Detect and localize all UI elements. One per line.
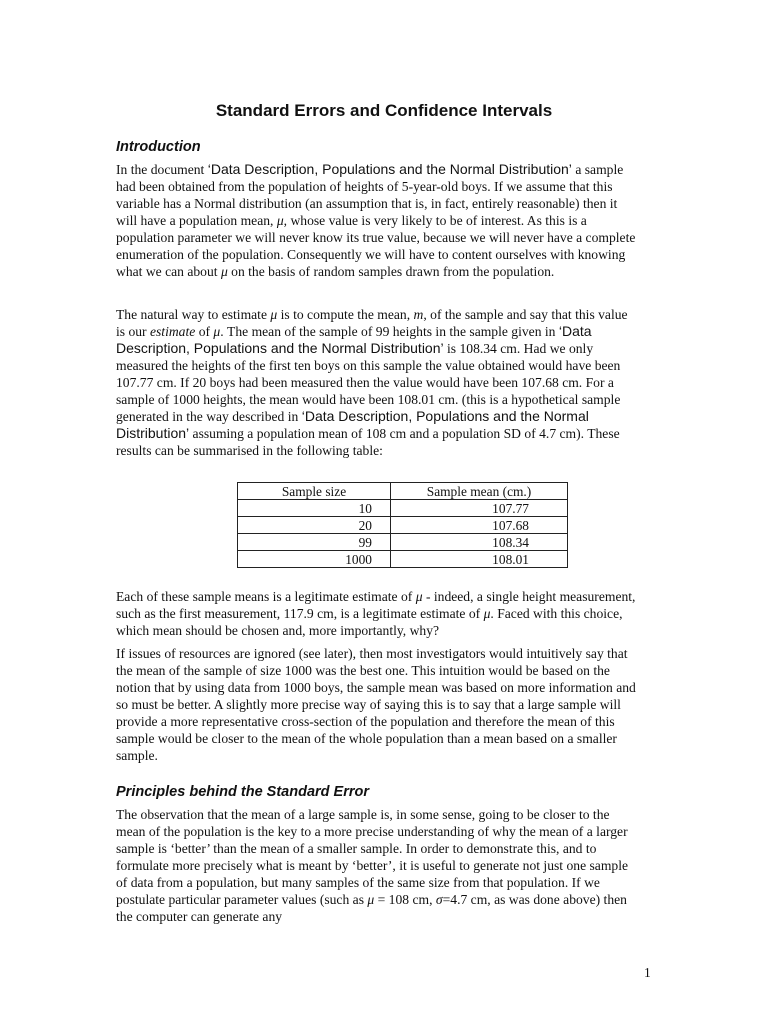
- document-reference: ‘Data Description, Populations and the Normal Distribution’: [116, 408, 589, 441]
- text-run: of: [195, 324, 214, 339]
- table-row: [238, 534, 568, 551]
- column-header-sample-size: Sample size: [238, 483, 391, 500]
- text-run: If issues of resources are ignored (see later), then most investigators would intuitively say that the mean of the sample of size 1000 was the best one. This intuition would be based on the notion that by using data from 1000 boys, the sample mean was based on more information and so must be better. A slightly more precise way of saying this is to say that a large sample will provide a more representative cross-section of the population and therefore the mean of this sample would be closer to the mean of the whole population than a mean based on a smaller sample.: [116, 646, 636, 763]
- sample-means-table: [237, 482, 568, 568]
- text-run: is 108.34 cm. Had we only measured the heights of the first ten boys on this sample the value obtained would have been 107.77 cm. If 20 boys had been measured then the value would have been 107.68 cm. For a sample of 1000 heights, the mean would have been 108.01 cm. (this is a hypothetical sample generated in the way described in: [116, 341, 621, 424]
- document-title: Standard Errors and Confidence Intervals: [215, 101, 553, 120]
- text-run: The natural way to estimate: [116, 307, 271, 322]
- cell-sample-size: 20: [238, 517, 391, 534]
- cell-sample-mean: 107.77: [391, 500, 568, 517]
- cell-sample-size: 1000: [238, 551, 391, 568]
- cell-sample-mean: 108.34: [391, 534, 568, 551]
- italic-run: μ: [483, 606, 491, 621]
- text-run: The observation that the mean of a large sample is, in some sense, going to be closer to the mean of the population is the key to a more precise understanding of why the mean of a larger sample is ‘better’ than the mean of a smaller sample. In order to demonstrate this, and to formulate more precisely what is meant by ‘better’, it is useful to generate not just one sample of data from a population, but many samples of the same size from that population. If we postulate particular parameter values (such as: [116, 807, 629, 907]
- cell-sample-size: 10: [238, 500, 391, 517]
- text-run: = 108 cm,: [374, 892, 436, 907]
- italic-run: μ: [367, 892, 375, 907]
- text-run: Each of these sample means is a legitimate estimate of: [116, 589, 416, 604]
- text-run: =4.7 cm, as was done above) then the computer can generate any: [116, 892, 627, 924]
- italic-run: μ: [270, 307, 278, 322]
- document-reference: ‘Data Description, Populations and the Normal Distribution’: [116, 323, 592, 356]
- cell-sample-mean: 107.68: [391, 517, 568, 534]
- italic-run: m: [413, 307, 424, 322]
- column-header-sample-mean: Sample mean (cm.): [391, 483, 568, 500]
- text-run: , whose value is very likely to be of interest. As this is a population parameter we will never know its true value, because we will never have a complete enumeration of the population. Consequently we will have to content ourselves with knowing what we can about: [116, 213, 636, 279]
- table-header-row: [238, 483, 568, 500]
- text-run: a sample had been obtained from the population of heights of 5-year-old boys. If we assume that this variable has a Normal distribution (an assumption that is, in fact, entirely reasonable) then it will have a population mean,: [116, 162, 624, 228]
- introduction-heading: Introduction: [116, 139, 201, 155]
- document-reference: ‘Data Description, Populations and the Normal Distribution’: [207, 161, 572, 177]
- text-run: assuming a population mean of 108 cm and a population SD of 4.7 cm). These results can be summarised in the following table:: [116, 426, 620, 458]
- italic-run: μ: [276, 213, 284, 228]
- cell-sample-mean: 108.01: [391, 551, 568, 568]
- table-row: [238, 500, 568, 517]
- italic-run: σ: [435, 892, 443, 907]
- text-run: . The mean of the sample of 99 heights in the sample given in: [220, 324, 559, 339]
- paragraph-intro: [116, 161, 638, 280]
- text-run: . Faced with this choice, which mean should be chosen and, more importantly, why?: [116, 606, 623, 638]
- paragraph-estimate: [116, 306, 638, 459]
- text-run: - indeed, a single height measurement, such as the first measurement, 117.9 cm, is a legitimate estimate of: [116, 589, 636, 621]
- italic-run: μ: [220, 264, 228, 279]
- text-run: on the basis of random samples drawn from the population.: [227, 264, 555, 279]
- text-run: In the document: [116, 162, 208, 177]
- paragraph-legitimate-estimate: [116, 588, 638, 639]
- page-number: 1: [644, 965, 651, 980]
- paragraph-intuition: [116, 645, 638, 764]
- italic-run: μ: [415, 589, 423, 604]
- italic-run: estimate: [149, 324, 196, 339]
- paragraph-principles: [116, 806, 638, 925]
- table-row: [238, 517, 568, 534]
- italic-run: μ: [213, 324, 221, 339]
- text-run: is to compute the mean,: [277, 307, 414, 322]
- table-row: [238, 551, 568, 568]
- principles-heading: Principles behind the Standard Error: [116, 784, 369, 800]
- cell-sample-size: 99: [238, 534, 391, 551]
- text-run: , of the sample and say that this value is our: [116, 307, 628, 339]
